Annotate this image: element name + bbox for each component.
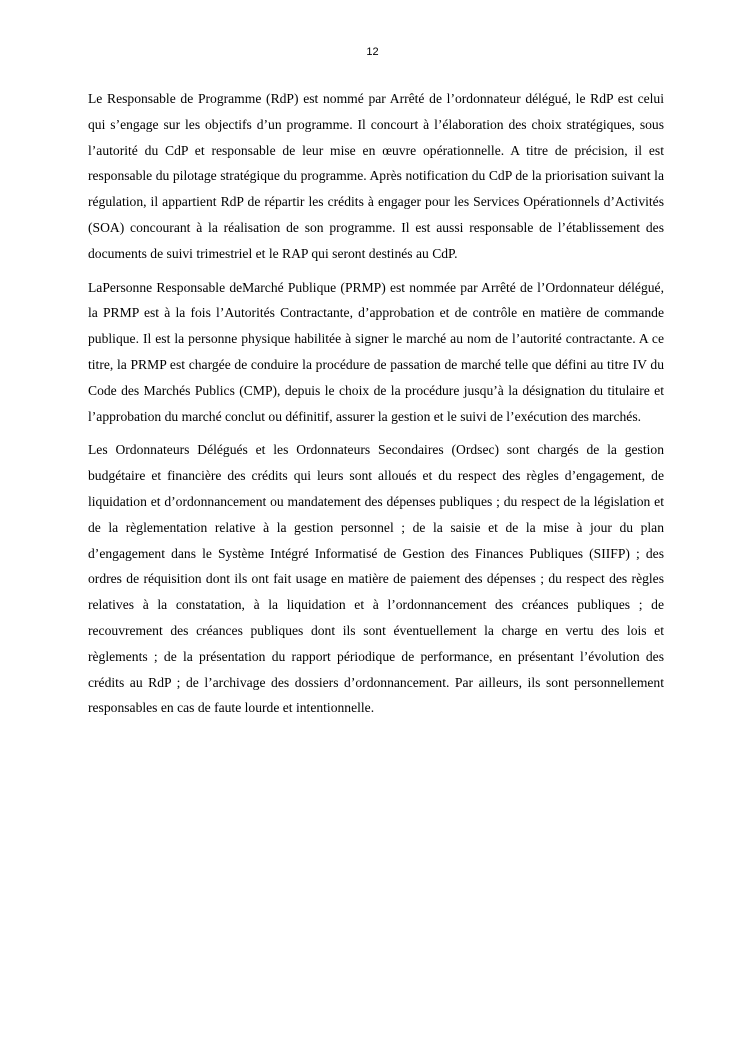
- paragraph-prmp: LaPersonne Responsable deMarché Publique (PRMP) est nommée par Arrêté de l’Ordonnateur délégué, la PRMP est à la fois l’Autorités Contractante, d’approbation et de contrôle en matière de commande publique. Il est la personne physique habilitée à signer le marché au nom de l’autorité contractante. A ce titre, la PRMP est chargée de conduire la procédure de passation de marché telle que défini au titre IV du Code des Marchés Publics (CMP), depuis le choix de la procédure jusqu’à la désignation du titulaire et l’approbation du marché conclut ou définitif, assurer la gestion et le suivi de l’exécution des marchés.: [88, 279, 664, 424]
- paragraph-ordonnateurs: Les Ordonnateurs Délégués et les Ordonnateurs Secondaires (Ordsec) sont chargés de la gestion budgétaire et financière des crédits qui leurs sont alloués et du respect des règles d’engagement, de liquidation et d’ordonnancement ou mandatement des dépenses publiques ; du respect de la législation et de la règlementation relative à la gestion personnel ; de la saisie et de la mise à jour du plan d’engagement dans le Système Intégré Informatisé de Gestion des Finances Publiques (SIIFP) ; des ordres de réquisition dont ils ont fait usage en matière de paiement des dépenses ; du respect des règles relatives à la constatation, à la liquidation et à l’ordonnancement des créances publiques ; de recouvrement des créances publiques dont ils sont éventuellement la charge en vertu des lois et règlements ; de la présentation du rapport périodique de performance, en présentant l’évolution des crédits au RdP ; de l’archivage des dossiers d’ordonnancement. Par ailleurs, ils sont personnellement responsables en cas de faute lourde et intentionnelle.: [88, 442, 664, 716]
- paragraph-rdp: Le Responsable de Programme (RdP) est nommé par Arrêté de l’ordonnateur délégué, le RdP est celui qui s’engage sur les objectifs d’un programme. Il concourt à l’élaboration des choix stratégiques, sous l’autorité du CdP et responsable de leur mise en œuvre opérationnelle. A titre de précision, il est responsable du pilotage stratégique du programme. Après notification du CdP de la priorisation suivant la régulation, il appartient RdP de répartir les crédits à engager pour les Services Opérationnels d’Activités (SOA) concourant à la réalisation de son programme. Il est aussi responsable de l’établissement des documents de suivi trimestriel et le RAP qui seront destinés au CdP.: [88, 91, 664, 261]
- document-body: [88, 86, 664, 729]
- page-number: 12: [366, 46, 379, 58]
